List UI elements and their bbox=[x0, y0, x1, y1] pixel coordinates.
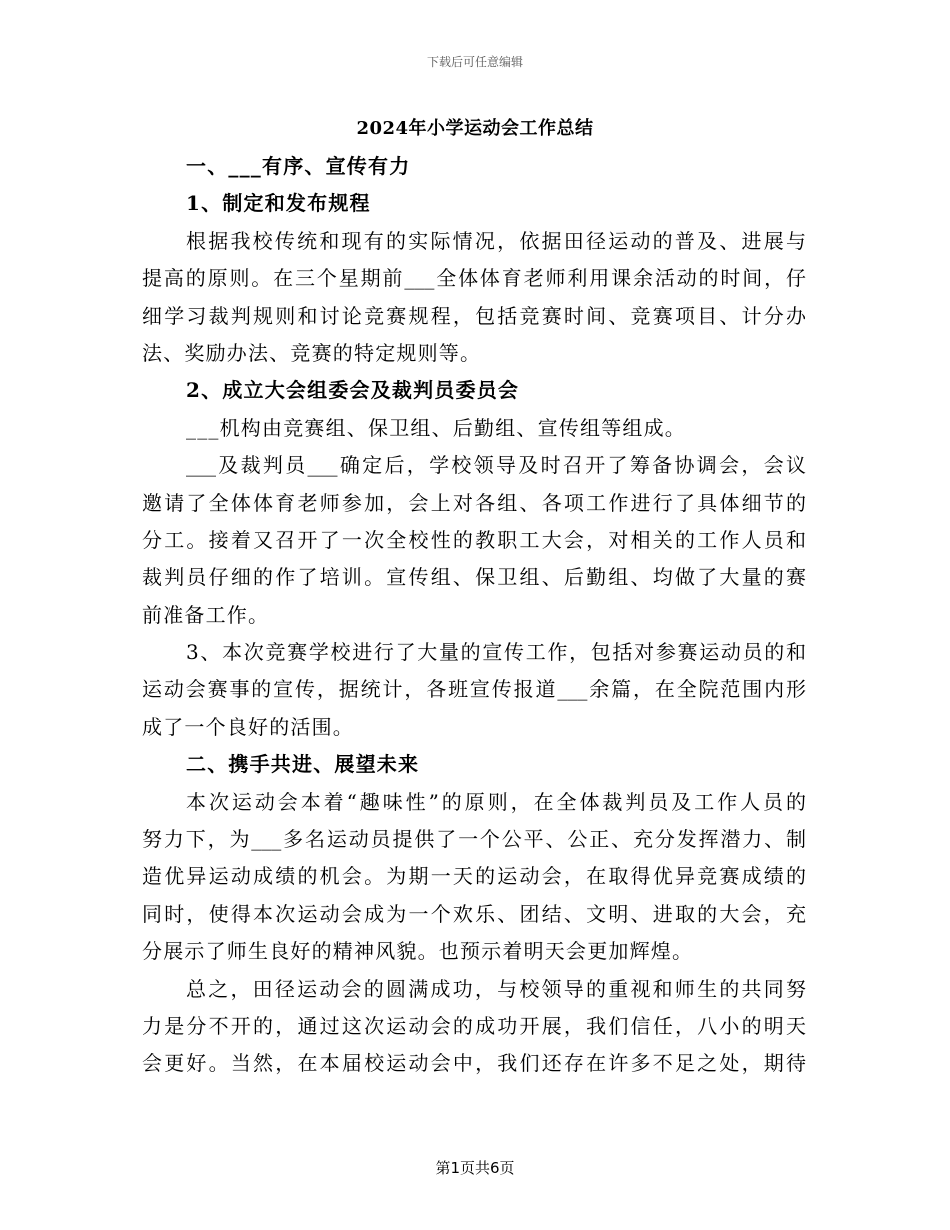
paragraph-line: 根据我校传统和现有的实际情况，依据田径运动的普及、进展与 bbox=[186, 228, 806, 253]
paragraph-line: 成了一个良好的活围。 bbox=[142, 714, 354, 739]
paragraph-line: 造优异运动成绩的机会。为期一天的运动会，在取得优异竞赛成绩的 bbox=[142, 864, 806, 889]
page-header-note: 下载后可任意编辑 bbox=[426, 55, 523, 69]
paragraph-line: 总之，田径运动会的圆满成功，与校领导的重视和师生的共同努 bbox=[186, 976, 806, 1001]
paragraph-line: 会更好。当然，在本届校运动会中，我们还存在许多不足之处，期待 bbox=[142, 1051, 806, 1076]
paragraph-line: 力是分不开的，通过这次运动会的成功开展，我们信任，八小的明天 bbox=[142, 1013, 806, 1038]
section-heading: 一、___有序、宣传有力 bbox=[186, 154, 411, 178]
page-footer: 第1页共6页 bbox=[435, 1159, 515, 1177]
paragraph-line: 努力下，为___多名运动员提供了一个公平、公正、充分发挥潜力、制 bbox=[142, 827, 806, 852]
paragraph-line: ___机构由竞赛组、保卫组、后勤组、宣传组等组成。 bbox=[186, 415, 686, 440]
paragraph-line: 细学习裁判规则和讨论竞赛规程，包括竞赛时间、竞赛项目、计分办 bbox=[142, 303, 806, 328]
paragraph-line: 裁判员仔细的作了培训。宣传组、保卫组、后勤组、均做了大量的赛 bbox=[142, 565, 806, 590]
paragraph-line: 运动会赛事的宣传，据统计，各班宣传报道___余篇，在全院范围内形 bbox=[142, 677, 806, 702]
paragraph-line: 提高的原则。在三个星期前___全体体育老师利用课余活动的时间，仔 bbox=[142, 266, 806, 291]
paragraph-line: 本次运动会本着“趣味性”的原则，在全体裁判员及工作人员的 bbox=[186, 789, 806, 814]
paragraph-line: 前准备工作。 bbox=[142, 602, 270, 627]
paragraph-line: 分展示了师生良好的精神风貌。也预示着明天会更加辉煌。 bbox=[142, 939, 694, 964]
section-heading: 2、成立大会组委会及裁判员委员会 bbox=[186, 378, 520, 403]
paragraph-line: 3、本次竞赛学校进行了大量的宣传工作，包括对参赛运动员的和 bbox=[186, 640, 806, 665]
document-title: 2024年小学运动会工作总结 bbox=[356, 118, 594, 139]
paragraph-line: 邀请了全体体育老师参加，会上对各组、各项工作进行了具体细节的 bbox=[142, 490, 806, 515]
section-heading: 1、制定和发布规程 bbox=[186, 191, 371, 216]
section-heading: 二、携手共进、展望未来 bbox=[186, 752, 420, 777]
paragraph-line: 同时，使得本次运动会成为一个欢乐、团结、文明、进取的大会，充 bbox=[142, 901, 806, 926]
paragraph-line: ___及裁判员___确定后，学校领导及时召开了筹备协调会，会议 bbox=[186, 453, 806, 478]
paragraph-line: 法、奖励办法、竞赛的特定规则等。 bbox=[142, 340, 482, 365]
paragraph-line: 分工。接着又召开了一次全校性的教职工大会，对相关的工作人员和 bbox=[142, 527, 806, 552]
document-body bbox=[142, 148, 806, 1083]
